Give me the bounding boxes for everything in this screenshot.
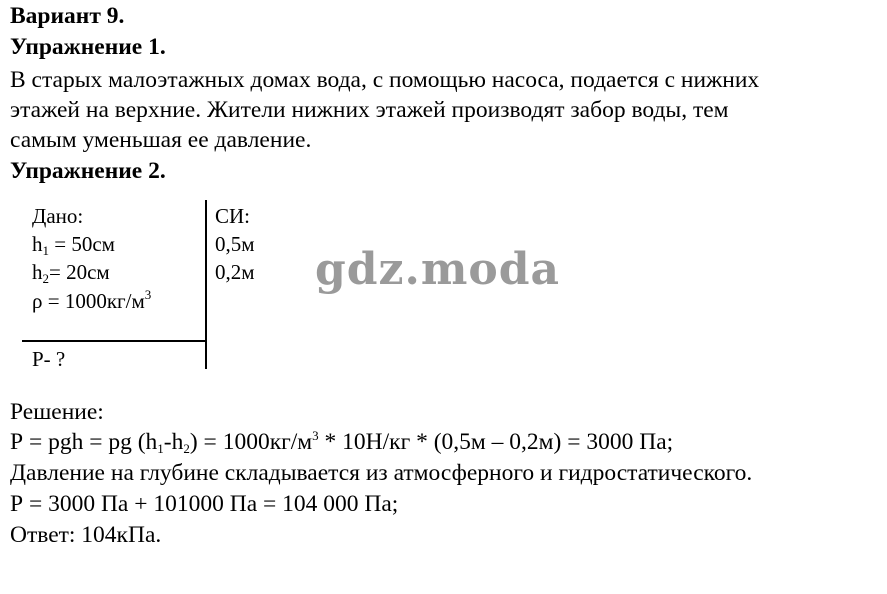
- si-h2: 0,2м: [215, 260, 255, 284]
- exercise-2-title: Упражнение 2.: [10, 158, 166, 184]
- solution-formula: Р = pgh = pg $(h_1-h_2) = 1000кг/м^3 * 10Н/кг * (0,5м - 0,2м) = 3000$ Па;: [10, 428, 674, 456]
- solution-line-2: Давление на глубине складывается из атмосферного и гидростатического.: [10, 460, 753, 486]
- given-label: Дано:: [32, 204, 84, 228]
- si-label: СИ:: [215, 204, 251, 228]
- watermark: gdz.moda: [315, 244, 561, 295]
- given-rho: $\rho = 1000кг/м^3$: [32, 287, 152, 313]
- variant-title: Вариант 9.: [10, 3, 125, 29]
- given-find: Р- ?: [32, 347, 66, 371]
- given-h2: $h_2= 20см$: [32, 260, 110, 286]
- given-vertical-divider: [205, 200, 207, 369]
- exercise-1-title: Упражнение 1.: [10, 34, 166, 60]
- solution-label: Решение:: [10, 399, 104, 425]
- exercise-1-line-2: этажей на верхние. Жители нижних этажей производят забор воды, тем: [10, 97, 729, 123]
- given-horizontal-divider: [22, 340, 206, 342]
- answer: Ответ: 104кПа.: [10, 522, 162, 548]
- given-h1: $h_1 = 50см$: [32, 232, 115, 258]
- exercise-1-line-3: самым уменьшая ее давление.: [10, 127, 312, 153]
- exercise-1-line-1: В старых малоэтажных домах вода, с помощью насоса, подается с нижних: [10, 67, 760, 93]
- solution-line-3: Р = 3000 Па + 101000 Па = 104 000 Па;: [10, 491, 399, 517]
- si-h1: 0,5м: [215, 232, 255, 256]
